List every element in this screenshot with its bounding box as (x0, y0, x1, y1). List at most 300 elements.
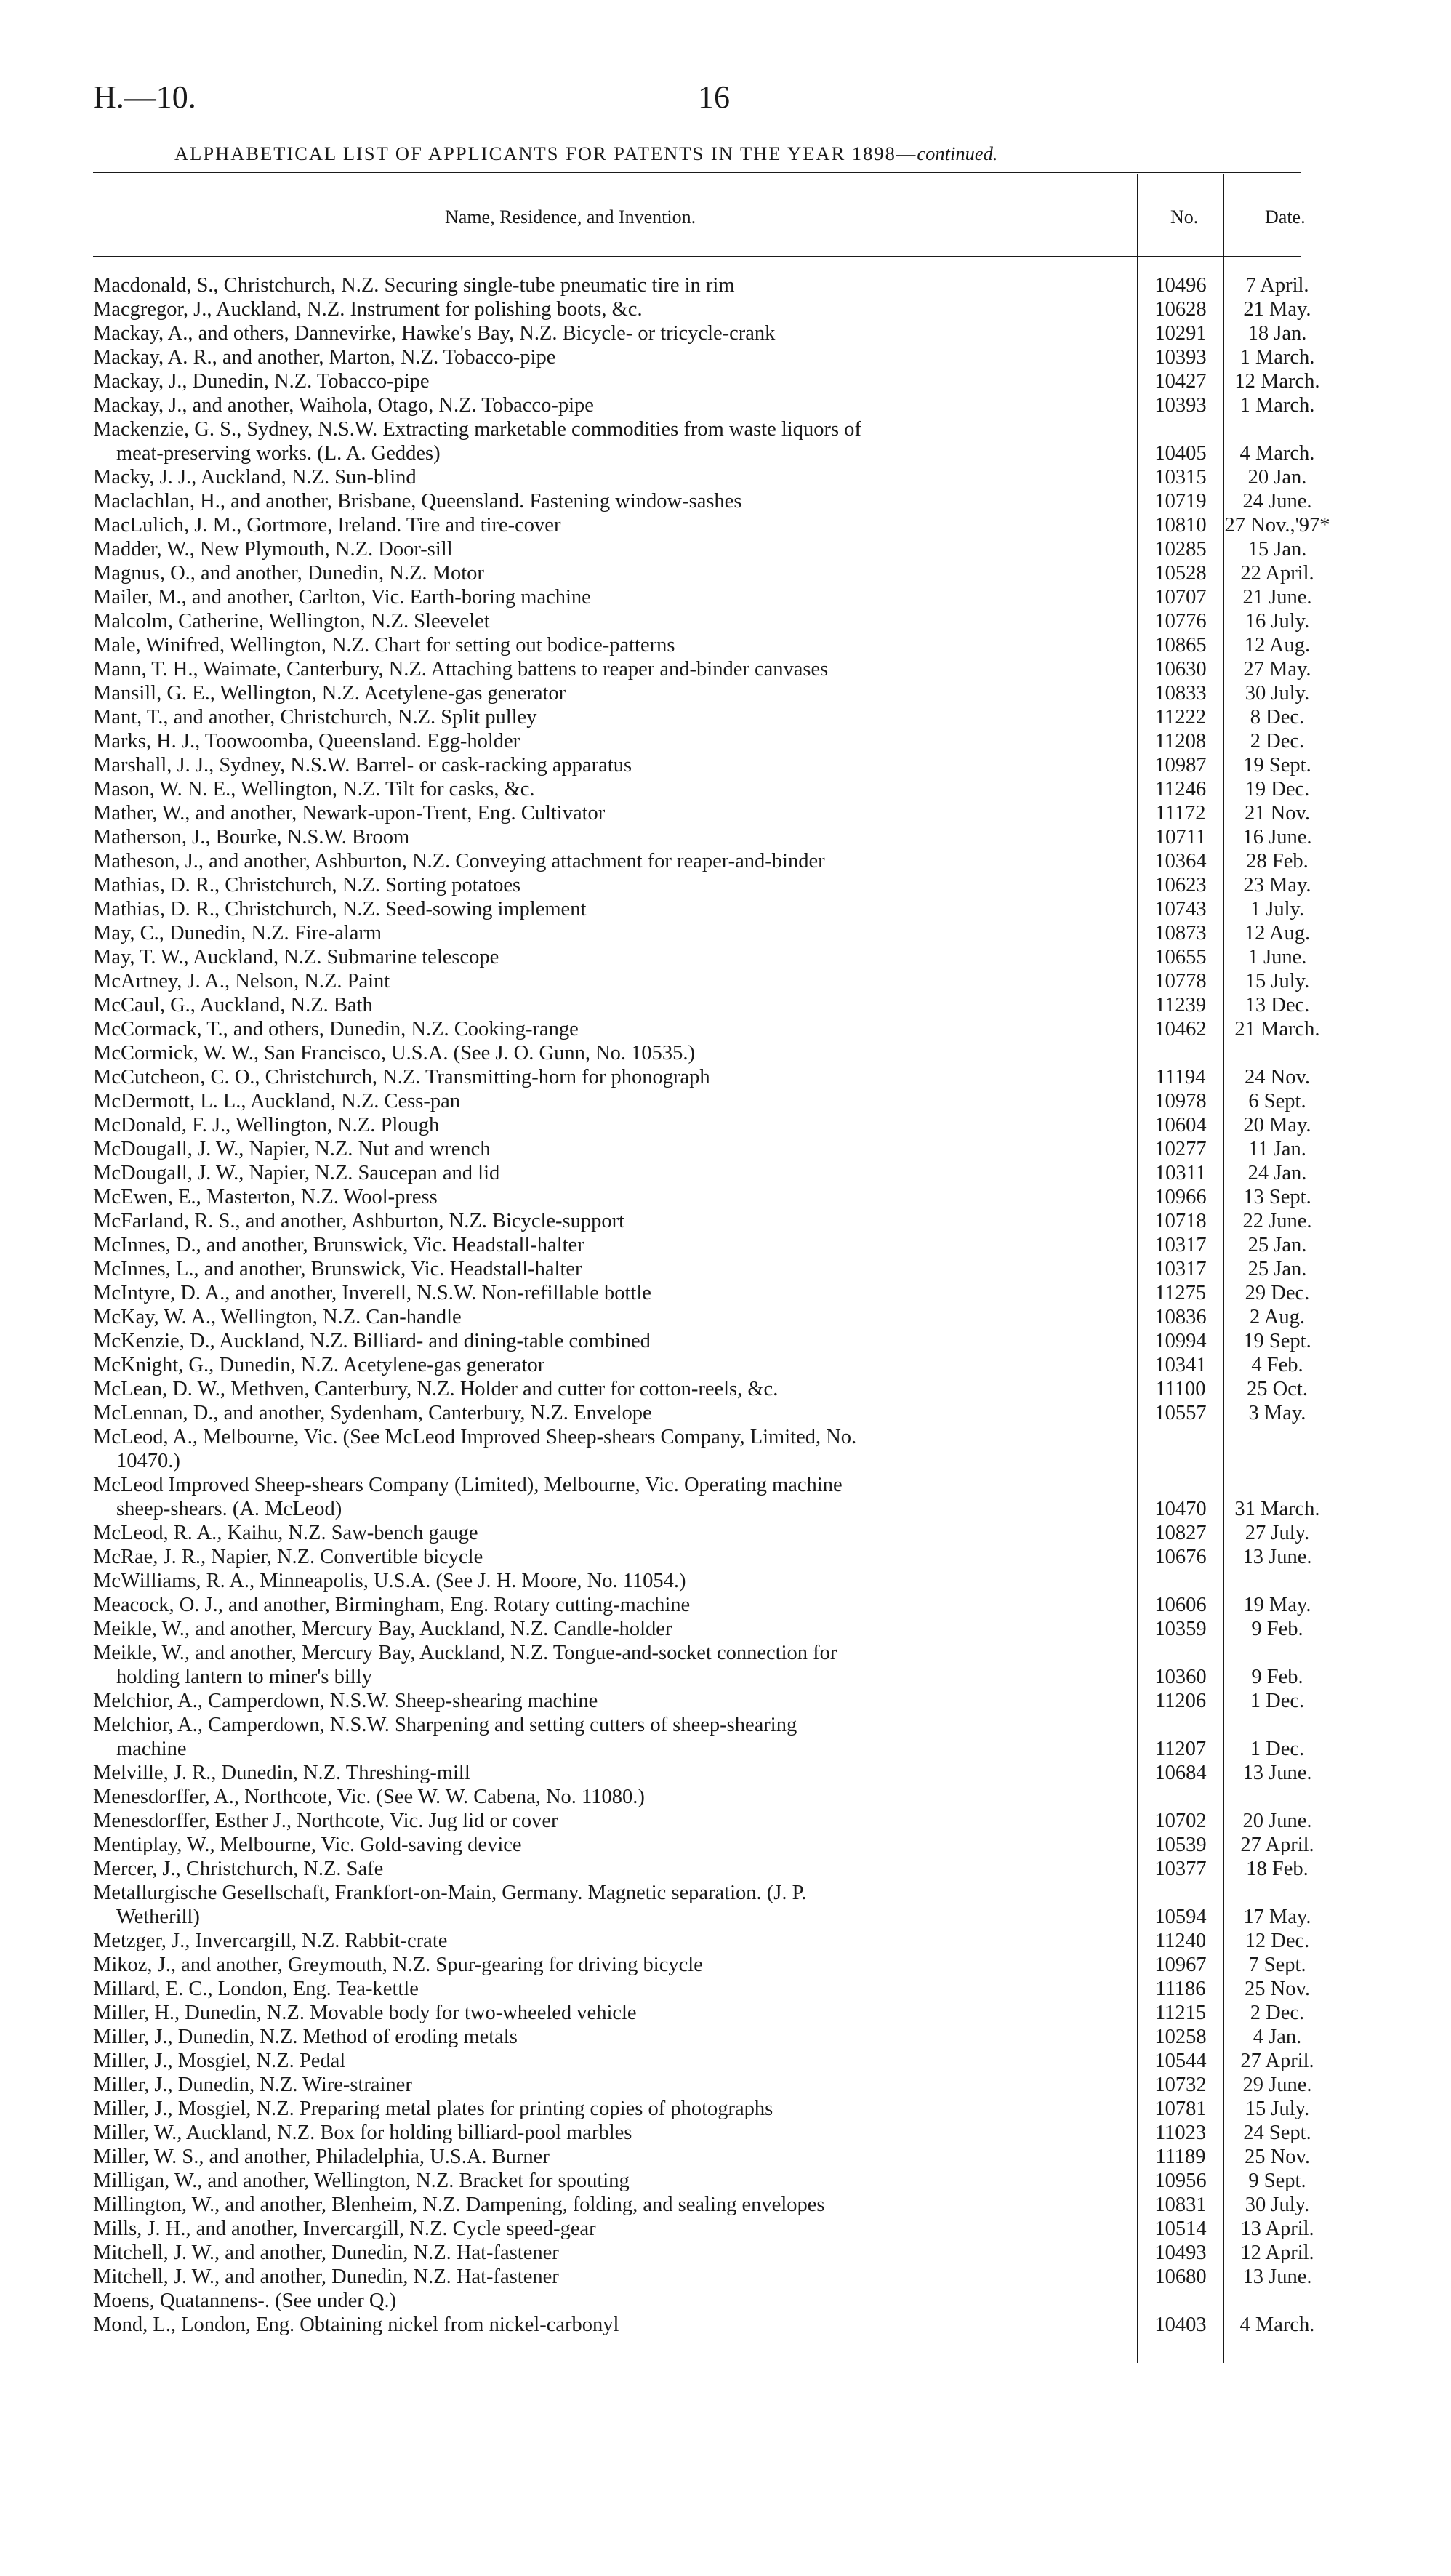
list-item (0, 1137, 1451, 1161)
entry-date: 24 Nov. (1245, 1066, 1310, 1088)
entry-main-line: McLeod, R. A., Kaihu, N.Z. Saw-bench gauge (93, 1522, 478, 1544)
entry-text (0, 825, 1124, 849)
entry-text (0, 1569, 1124, 1593)
list-item (0, 1281, 1451, 1305)
entry-number: 10544 (1154, 2050, 1207, 2072)
list-item (0, 2289, 1451, 2313)
entry-main-line: Millington, W., and another, Blenheim, N.Z. Dampening, folding, and sealing envelopes (93, 2194, 825, 2216)
entry-main-line: McCaul, G., Auckland, N.Z. Bath (93, 994, 373, 1016)
entry-number: 10539 (1154, 1834, 1207, 1856)
entry-date: 27 April. (1240, 1834, 1314, 1856)
list-item (0, 2097, 1451, 2121)
entry-date: 15 July. (1245, 970, 1310, 992)
entry-text (0, 1305, 1124, 1329)
entry-text (0, 1041, 1124, 1065)
entry-date: 22 June. (1242, 1210, 1312, 1232)
entry-date: 24 Sept. (1243, 2122, 1311, 2144)
entry-number: 11172 (1155, 802, 1206, 824)
entry-date: 19 Dec. (1245, 778, 1310, 801)
entry-text (0, 1329, 1124, 1353)
entry-main-line: Maclachlan, H., and another, Brisbane, Queensland. Fastening window-sashes (93, 490, 742, 513)
entry-number: 10630 (1154, 658, 1207, 681)
entry-date: 29 Dec. (1245, 1282, 1310, 1304)
entry-date: 27 July. (1245, 1522, 1310, 1544)
list-item (0, 1881, 1451, 1929)
entry-main-line: McDermott, L. L., Auckland, N.Z. Cess-pan (93, 1090, 460, 1112)
entry-number: 10978 (1154, 1090, 1207, 1112)
entry-text (0, 2073, 1124, 2097)
entry-text (0, 561, 1124, 585)
title-continued: continued. (917, 143, 998, 164)
entry-text (0, 897, 1124, 921)
entry-main-line: Mather, W., and another, Newark-upon-Trent, Eng. Cultivator (93, 802, 606, 824)
entry-date: 16 July. (1245, 610, 1310, 633)
entry-text (0, 1353, 1124, 1377)
entry-number: 10364 (1154, 850, 1207, 872)
list-item (0, 2049, 1451, 2073)
entry-number: 10781 (1154, 2098, 1207, 2120)
list-item (0, 1617, 1451, 1641)
entry-text (0, 2121, 1124, 2145)
entry-date: 1 June. (1247, 946, 1307, 968)
entry-text (0, 1785, 1124, 1809)
entry-main-line: Matheson, J., and another, Ashburton, N.Z. Conveying attachment for reaper-and-binder (93, 850, 825, 872)
list-item (0, 2265, 1451, 2289)
list-item (0, 633, 1451, 657)
entry-main-line: McInnes, D., and another, Brunswick, Vic. Headstall-halter (93, 1234, 584, 1256)
entry-text (0, 1689, 1124, 1713)
entry-main-line: May, T. W., Auckland, N.Z. Submarine telescope (93, 946, 499, 968)
entry-main-line: Macky, J. J., Auckland, N.Z. Sun-blind (93, 466, 417, 489)
entry-date: 16 June. (1242, 826, 1312, 848)
list-item (0, 1977, 1451, 2001)
list-item (0, 1377, 1451, 1401)
entry-date: 2 Dec. (1250, 730, 1305, 753)
entry-text (0, 1137, 1124, 1161)
entry-continuation-line: meat-preserving works. (L. A. Geddes) (116, 442, 441, 465)
entry-date: 21 June. (1242, 586, 1312, 609)
entry-text (0, 681, 1124, 705)
entry-text (0, 1881, 1124, 1929)
entry-main-line: Male, Winifred, Wellington, N.Z. Chart for setting out bodice-patterns (93, 634, 675, 657)
entry-main-line: Mitchell, J. W., and another, Dunedin, N.Z. Hat-fastener (93, 2242, 559, 2264)
entry-text (0, 1185, 1124, 1209)
entry-date: 2 Dec. (1250, 2002, 1305, 2024)
entry-date: 20 June. (1242, 1810, 1312, 1832)
entry-text (0, 537, 1124, 561)
entry-main-line: Mackenzie, G. S., Sydney, N.S.W. Extracting marketable commodities from waste liquors of (93, 418, 861, 441)
list-item (0, 945, 1451, 969)
entry-text (0, 2097, 1124, 2121)
entry-main-line: Mann, T. H., Waimate, Canterbury, N.Z. Attaching battens to reaper and-binder canvases (93, 658, 829, 681)
entry-date: 21 May. (1243, 298, 1311, 321)
entry-date: 25 Nov. (1245, 2146, 1310, 2168)
entry-date: 9 Feb. (1251, 1666, 1303, 1688)
entry-text (0, 297, 1124, 321)
header-rule (93, 256, 1301, 257)
entry-date: 25 Jan. (1247, 1258, 1307, 1280)
entry-text (0, 1713, 1124, 1761)
list-item (0, 657, 1451, 681)
entry-main-line: Metzger, J., Invercargill, N.Z. Rabbit-crate (93, 1930, 448, 1952)
page-number: 16 (698, 79, 730, 115)
entry-date: 13 June. (1242, 2266, 1312, 2288)
list-item (0, 681, 1451, 705)
entry-main-line: Melchior, A., Camperdown, N.S.W. Sharpening and setting cutters of sheep-shearing (93, 1714, 797, 1736)
list-item (0, 1113, 1451, 1137)
entry-text (0, 1857, 1124, 1881)
entry-main-line: Milligan, W., and another, Wellington, N.Z. Bracket for spouting (93, 2170, 630, 2192)
entry-date: 7 April. (1245, 274, 1309, 297)
list-item (0, 1233, 1451, 1257)
entry-text (0, 705, 1124, 729)
entry-number: 10315 (1154, 466, 1207, 489)
entry-number: 10360 (1154, 1666, 1207, 1688)
list-item (0, 1569, 1451, 1593)
entry-text (0, 1089, 1124, 1113)
entry-text (0, 633, 1124, 657)
entry-main-line: Mackay, J., and another, Waihola, Otago, N.Z. Tobacco-pipe (93, 394, 594, 417)
list-item (0, 849, 1451, 873)
entry-text (0, 417, 1124, 465)
entry-text (0, 2001, 1124, 2025)
entry-date: 12 Aug. (1244, 922, 1311, 944)
entry-date: 27 May. (1243, 658, 1311, 681)
entry-number: 10514 (1154, 2218, 1207, 2240)
entry-date: 6 Sept. (1248, 1090, 1306, 1112)
list-item (0, 1257, 1451, 1281)
entry-main-line: Miller, J., Mosgiel, N.Z. Preparing metal plates for printing copies of photographs (93, 2098, 773, 2120)
entry-number: 10718 (1154, 1210, 1207, 1232)
entry-number: 10865 (1154, 634, 1207, 657)
entry-number: 11186 (1155, 1978, 1206, 2000)
list-item (0, 273, 1451, 297)
entry-text (0, 921, 1124, 945)
entry-text (0, 1401, 1124, 1425)
entry-main-line: McRae, J. R., Napier, N.Z. Convertible bicycle (93, 1546, 483, 1568)
entry-number: 10623 (1154, 874, 1207, 896)
entry-number: 11246 (1154, 778, 1207, 801)
entry-number: 11275 (1154, 1282, 1207, 1304)
entry-number: 10470 (1154, 1498, 1207, 1520)
entry-text (0, 1833, 1124, 1857)
entry-number: 10359 (1154, 1618, 1207, 1640)
column-header-date: Date. (1265, 206, 1306, 228)
list-item (0, 513, 1451, 537)
entry-main-line: Mant, T., and another, Christchurch, N.Z. Split pulley (93, 706, 537, 729)
list-item (0, 1305, 1451, 1329)
entry-date: 13 April. (1240, 2218, 1314, 2240)
entry-main-line: Metallurgische Gesellschaft, Frankfort-on-Main, Germany. Magnetic separation. (J. P. (93, 1882, 807, 1904)
entry-text (0, 969, 1124, 993)
entry-date: 1 Dec. (1250, 1738, 1305, 1760)
entry-text (0, 1953, 1124, 1977)
entry-main-line: Mackay, J., Dunedin, N.Z. Tobacco-pipe (93, 370, 430, 393)
entry-text (0, 1209, 1124, 1233)
list-item (0, 1521, 1451, 1545)
entry-number: 10403 (1154, 2314, 1207, 2336)
entry-text (0, 801, 1124, 825)
entry-date: 20 Jan. (1247, 466, 1307, 489)
entry-text (0, 1545, 1124, 1569)
entry-main-line: Marks, H. J., Toowoomba, Queensland. Egg-holder (93, 730, 520, 753)
entry-date: 1 March. (1239, 346, 1315, 369)
list-item (0, 753, 1451, 777)
entry-number: 10776 (1154, 610, 1207, 633)
entry-main-line: Macdonald, S., Christchurch, N.Z. Securing single-tube pneumatic tire in rim (93, 274, 735, 297)
entry-date: 17 May. (1243, 1906, 1311, 1928)
entry-date: 30 July. (1245, 682, 1310, 705)
entry-text (0, 321, 1124, 345)
entry-date: 25 Jan. (1247, 1234, 1307, 1256)
entry-text (0, 1233, 1124, 1257)
entry-main-line: Macgregor, J., Auckland, N.Z. Instrument for polishing boots, &c. (93, 298, 643, 321)
entry-main-line: Miller, H., Dunedin, N.Z. Movable body for two-wheeled vehicle (93, 2002, 637, 2024)
entry-main-line: Mackay, A. R., and another, Marton, N.Z. Tobacco-pipe (93, 346, 556, 369)
list-item (0, 1641, 1451, 1689)
list-item (0, 1545, 1451, 1569)
entry-number: 10684 (1154, 1762, 1207, 1784)
entry-text (0, 1617, 1124, 1641)
entry-date: 27 April. (1240, 2050, 1314, 2072)
entry-number: 11222 (1154, 706, 1207, 729)
entry-text (0, 273, 1124, 297)
entry-date: 4 Feb. (1251, 1354, 1303, 1376)
entry-number: 10833 (1154, 682, 1207, 705)
entry-date: 19 Sept. (1243, 754, 1311, 777)
entry-number: 10702 (1154, 1810, 1207, 1832)
column-header-no: No. (1170, 206, 1199, 228)
entry-date: 19 Sept. (1243, 1330, 1311, 1352)
entry-main-line: Moens, Quatannens-. (See under Q.) (93, 2290, 397, 2312)
entry-text (0, 1641, 1124, 1689)
list-item (0, 897, 1451, 921)
entry-text (0, 2025, 1124, 2049)
entry-main-line: McIntyre, D. A., and another, Inverell, N.S.W. Non-refillable bottle (93, 1282, 651, 1304)
entry-text (0, 2145, 1124, 2169)
entry-date: 13 Dec. (1245, 994, 1310, 1016)
entry-text (0, 1377, 1124, 1401)
list-item (0, 2121, 1451, 2145)
entry-number: 10317 (1154, 1258, 1207, 1280)
entry-number: 10277 (1154, 1138, 1207, 1160)
list-item (0, 1593, 1451, 1617)
entry-date: 13 June. (1242, 1546, 1312, 1568)
entry-number: 10655 (1154, 946, 1207, 968)
list-item (0, 969, 1451, 993)
entry-continuation-line: 10470.) (116, 1450, 180, 1472)
entry-date: 12 March. (1234, 370, 1320, 393)
entry-main-line: MacLulich, J. M., Gortmore, Ireland. Tire and tire-cover (93, 514, 561, 537)
entry-number: 10427 (1154, 370, 1207, 393)
entry-text (0, 1761, 1124, 1785)
entry-date: 25 Oct. (1247, 1378, 1308, 1400)
entry-main-line: McKay, W. A., Wellington, N.Z. Can-handle (93, 1306, 462, 1328)
entry-main-line: Meikle, W., and another, Mercury Bay, Auckland, N.Z. Candle-holder (93, 1618, 672, 1640)
entry-text (0, 1113, 1124, 1137)
list-item (0, 417, 1451, 465)
list-item (0, 1209, 1451, 1233)
entry-number: 11215 (1154, 2002, 1207, 2024)
entry-text (0, 2289, 1124, 2313)
entry-date: 18 Feb. (1246, 1858, 1309, 1880)
entry-date: 25 Nov. (1245, 1978, 1310, 2000)
entry-text (0, 2169, 1124, 2193)
entry-number: 10827 (1154, 1522, 1207, 1544)
entry-number: 10258 (1154, 2026, 1207, 2048)
list-item (0, 1065, 1451, 1089)
entry-main-line: Mathias, D. R., Christchurch, N.Z. Sorting potatoes (93, 874, 521, 896)
entry-number: 10594 (1154, 1906, 1207, 1928)
entry-date: 20 May. (1243, 1114, 1311, 1136)
list-item (0, 1185, 1451, 1209)
entry-number: 10987 (1154, 754, 1207, 777)
entry-date: 2 Aug. (1249, 1306, 1305, 1328)
entry-date: 1 July. (1250, 898, 1305, 920)
entry-continuation-line: machine (116, 1738, 187, 1760)
entry-number: 10732 (1154, 2074, 1207, 2096)
entry-text (0, 753, 1124, 777)
entry-text (0, 1161, 1124, 1185)
list-item (0, 1761, 1451, 1785)
entry-number: 11208 (1154, 730, 1207, 753)
entry-number: 10377 (1154, 1858, 1207, 1880)
entry-text (0, 489, 1124, 513)
entry-number: 10628 (1154, 298, 1207, 321)
entry-main-line: Mills, J. H., and another, Invercargill, N.Z. Cycle speed-gear (93, 2218, 596, 2240)
entry-date: 19 May. (1243, 1594, 1311, 1616)
entry-main-line: McInnes, L., and another, Brunswick, Vic. Headstall-halter (93, 1258, 582, 1280)
entry-text (0, 849, 1124, 873)
page-title (174, 143, 998, 165)
entry-number: 11100 (1155, 1378, 1206, 1400)
list-item (0, 2145, 1451, 2169)
entry-text (0, 2049, 1124, 2073)
entry-text (0, 1065, 1124, 1089)
list-item (0, 2001, 1451, 2025)
entry-date: 4 March. (1239, 442, 1315, 465)
entry-main-line: Marshall, J. J., Sydney, N.S.W. Barrel- or cask-racking apparatus (93, 754, 632, 777)
entry-date: 23 May. (1243, 874, 1311, 896)
entry-main-line: McDougall, J. W., Napier, N.Z. Saucepan and lid (93, 1162, 500, 1184)
entry-main-line: Mansill, G. E., Wellington, N.Z. Acetylene-gas generator (93, 682, 566, 705)
entry-main-line: Miller, W., Auckland, N.Z. Box for holding billiard-pool marbles (93, 2122, 632, 2144)
entry-continuation-line: holding lantern to miner's billy (116, 1666, 372, 1688)
entry-number: 10994 (1154, 1330, 1207, 1352)
entry-number: 10707 (1154, 586, 1207, 609)
entry-number: 10604 (1154, 1114, 1207, 1136)
entry-text (0, 2217, 1124, 2241)
entry-main-line: McDonald, F. J., Wellington, N.Z. Plough (93, 1114, 440, 1136)
entry-main-line: May, C., Dunedin, N.Z. Fire-alarm (93, 922, 382, 944)
entry-continuation-line: Wetherill) (116, 1906, 200, 1928)
entry-main-line: Madder, W., New Plymouth, N.Z. Door-sill (93, 538, 453, 561)
list-item (0, 1809, 1451, 1833)
entry-number: 11194 (1155, 1066, 1206, 1088)
entry-number: 10873 (1154, 922, 1207, 944)
list-item (0, 1161, 1451, 1185)
entry-date: 11 Jan. (1248, 1138, 1306, 1160)
entry-number: 10496 (1154, 274, 1207, 297)
entry-text (0, 465, 1124, 489)
entry-main-line: Melville, J. R., Dunedin, N.Z. Threshing-mill (93, 1762, 470, 1784)
list-item (0, 585, 1451, 609)
entry-text (0, 2193, 1124, 2217)
entry-text (0, 585, 1124, 609)
column-header-name: Name, Residence, and Invention. (445, 206, 696, 228)
entry-number: 10719 (1154, 490, 1207, 513)
entry-date: 4 March. (1239, 2314, 1315, 2336)
entry-number: 10557 (1154, 1402, 1207, 1424)
entry-text (0, 1521, 1124, 1545)
entry-number: 10680 (1154, 2266, 1207, 2288)
list-item (0, 537, 1451, 561)
entry-date: 15 Jan. (1247, 538, 1307, 561)
entry-text (0, 2241, 1124, 2265)
list-item (0, 825, 1451, 849)
entry-text (0, 369, 1124, 393)
entry-text (0, 873, 1124, 897)
entry-main-line: McEwen, E., Masterton, N.Z. Wool-press (93, 1186, 438, 1208)
list-item (0, 2193, 1451, 2217)
entry-main-line: McLennan, D., and another, Sydenham, Canterbury, N.Z. Envelope (93, 1402, 652, 1424)
entry-date: 24 June. (1242, 490, 1312, 513)
list-item (0, 1785, 1451, 1809)
entry-text (0, 1257, 1124, 1281)
entry-date: 12 Dec. (1245, 1930, 1310, 1952)
entry-number: 10493 (1154, 2242, 1207, 2264)
entry-number: 10606 (1154, 1594, 1207, 1616)
list-item (0, 2073, 1451, 2097)
entry-main-line: Miller, W. S., and another, Philadelphia, U.S.A. Burner (93, 2146, 550, 2168)
entry-main-line: Millard, E. C., London, Eng. Tea-kettle (93, 1978, 419, 2000)
list-item (0, 873, 1451, 897)
entry-main-line: McCormick, W. W., San Francisco, U.S.A. (See J. O. Gunn, No. 10535.) (93, 1042, 696, 1064)
entry-number: 10341 (1154, 1354, 1207, 1376)
entry-main-line: Mentiplay, W., Melbourne, Vic. Gold-saving device (93, 1834, 522, 1856)
entry-number: 10462 (1154, 1018, 1207, 1040)
list-item (0, 1353, 1451, 1377)
entry-main-line: Mailer, M., and another, Carlton, Vic. Earth-boring machine (93, 586, 591, 609)
entry-number: 10836 (1154, 1306, 1207, 1328)
entry-text (0, 393, 1124, 417)
list-item (0, 1713, 1451, 1761)
entry-main-line: Mercer, J., Christchurch, N.Z. Safe (93, 1858, 384, 1880)
entry-main-line: McLeod, A., Melbourne, Vic. (See McLeod Improved Sheep-shears Company, Limited, No. (93, 1426, 857, 1448)
entry-number: 10285 (1154, 538, 1207, 561)
entry-number: 11189 (1155, 2146, 1206, 2168)
entry-text (0, 945, 1124, 969)
list-item (0, 1857, 1451, 1881)
entry-text (0, 345, 1124, 369)
entry-date: 9 Feb. (1251, 1618, 1303, 1640)
entry-main-line: McLean, D. W., Methven, Canterbury, N.Z. Holder and cutter for cotton-reels, &c. (93, 1378, 779, 1400)
applicant-list (0, 273, 1451, 2337)
entry-date: 21 March. (1234, 1018, 1320, 1040)
entry-main-line: Malcolm, Catherine, Wellington, N.Z. Sleevelet (93, 610, 490, 633)
list-item (0, 1473, 1451, 1521)
entry-number: 10810 (1154, 514, 1207, 537)
entry-main-line: Miller, J., Dunedin, N.Z. Method of eroding metals (93, 2026, 518, 2048)
entry-date: 21 Nov. (1245, 802, 1310, 824)
entry-main-line: McKenzie, D., Auckland, N.Z. Billiard- and dining-table combined (93, 1330, 651, 1352)
entry-text (0, 1281, 1124, 1305)
list-item (0, 705, 1451, 729)
list-item (0, 1689, 1451, 1713)
list-item (0, 1953, 1451, 1977)
entry-main-line: Mason, W. N. E., Wellington, N.Z. Tilt for casks, &c. (93, 778, 535, 801)
entry-number: 10311 (1154, 1162, 1207, 1184)
